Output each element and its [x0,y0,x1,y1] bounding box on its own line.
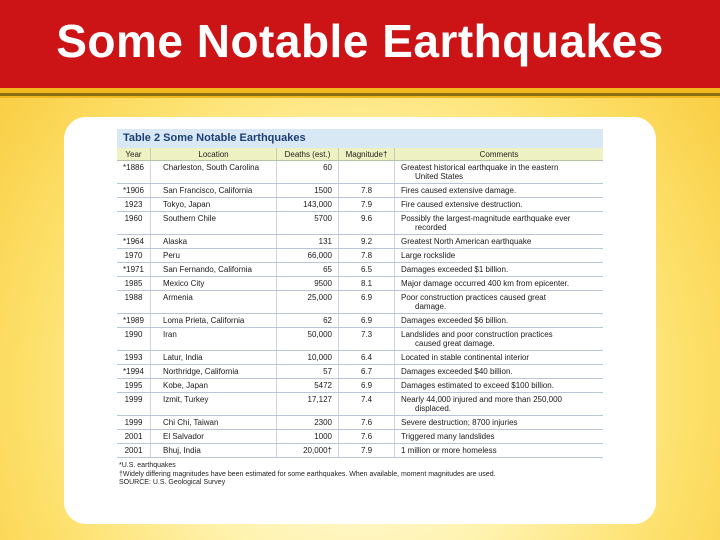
cell-magnitude: 9.2 [339,235,395,248]
comment-continuation: United States [415,172,464,181]
cell-year: 1960 [117,212,151,234]
cell-location: Izmit, Turkey [151,393,277,415]
comment-line: Damages estimated to exceed $100 billion. [401,381,554,390]
cell-magnitude: 7.6 [339,416,395,429]
cell-location: Peru [151,249,277,262]
cell-magnitude: 6.4 [339,351,395,364]
cell-year: 1988 [117,291,151,313]
cell-deaths: 62 [277,314,339,327]
comment-line: Located in stable continental interior [401,353,530,362]
cell-location: El Salvador [151,430,277,443]
cell-magnitude: 7.4 [339,393,395,415]
comment-line: Landslides and poor construction practices [401,330,553,339]
slide-title: Some Notable Earthquakes [56,15,664,67]
comment-line: 1 million or more homeless [401,446,497,455]
cell-comment [395,328,603,350]
cell-comment [395,277,603,290]
cell-magnitude: 9.6 [339,212,395,234]
comment-line: Fire caused extensive destruction. [401,200,523,209]
cell-magnitude: 8.1 [339,277,395,290]
cell-year: 1993 [117,351,151,364]
table-row [117,393,603,416]
cell-deaths: 65 [277,263,339,276]
cell-year: *1971 [117,263,151,276]
comment-line: Fires caused extensive damage. [401,186,517,195]
comment-line: Damages exceeded $6 billion. [401,316,509,325]
cell-year: 1999 [117,416,151,429]
cell-comment [395,393,603,415]
header-comments: Comments [479,150,519,159]
cell-deaths: 5700 [277,212,339,234]
table-row [117,263,603,277]
cell-comment [395,351,603,364]
cell-magnitude: 7.3 [339,328,395,350]
table-title [117,129,603,148]
cell-magnitude: 7.6 [339,430,395,443]
cell-magnitude [339,161,395,183]
comment-line: Damages exceeded $1 billion. [401,265,509,274]
table-row [117,235,603,249]
cell-deaths: 66,000 [277,249,339,262]
table-row [117,291,603,314]
table-row [117,184,603,198]
header-year: Year [117,148,151,160]
cell-location: Chi Chi, Taiwan [151,416,277,429]
cell-comment [395,365,603,378]
table-row [117,212,603,235]
cell-year: *1989 [117,314,151,327]
cell-magnitude: 7.9 [339,198,395,211]
cell-deaths: 5472 [277,379,339,392]
cell-location: San Francisco, California [151,184,277,197]
cell-location: Kobe, Japan [151,379,277,392]
cell-location: Latur, India [151,351,277,364]
earthquake-table [117,129,603,488]
table-row [117,328,603,351]
cell-year: 2001 [117,430,151,443]
table-footnotes [117,462,603,488]
cell-deaths: 17,127 [277,393,339,415]
footnote-magnitudes: †Widely differing magnitudes have been estimated for some earthquakes. When available, moment magnitudes are used. [119,470,496,478]
cell-location: Armenia [151,291,277,313]
cell-location: Loma Prieta, California [151,314,277,327]
table-row [117,379,603,393]
cell-magnitude: 7.8 [339,249,395,262]
cell-magnitude: 6.9 [339,291,395,313]
cell-deaths: 10,000 [277,351,339,364]
cell-magnitude: 6.9 [339,379,395,392]
cell-deaths: 25,000 [277,291,339,313]
comment-line: Nearly 44,000 injured and more than 250,000 [401,395,562,404]
cell-year: 1985 [117,277,151,290]
cell-comment [395,212,603,234]
comment-line: Greatest historical earthquake in the eastern [401,163,559,172]
table-row [117,198,603,212]
cell-deaths: 143,000 [277,198,339,211]
cell-year: 1970 [117,249,151,262]
cell-location: Northridge, California [151,365,277,378]
cell-year: 1923 [117,198,151,211]
comment-continuation: recorded [415,223,447,232]
comment-line: Damages exceeded $40 billion. [401,367,513,376]
comment-continuation: caused great damage. [415,339,495,348]
cell-deaths: 131 [277,235,339,248]
cell-comment [395,161,603,183]
table-header-row [117,148,603,161]
cell-year: 2001 [117,444,151,457]
cell-comment [395,249,603,262]
cell-deaths: 2300 [277,416,339,429]
table-row [117,430,603,444]
cell-comment [395,379,603,392]
cell-year: 1999 [117,393,151,415]
comment-line: Severe destruction; 8700 injuries [401,418,518,427]
cell-deaths: 60 [277,161,339,183]
cell-year: 1990 [117,328,151,350]
table-row [117,444,603,458]
table-row [117,314,603,328]
cell-magnitude: 6.5 [339,263,395,276]
footnote-source: SOURCE: U.S. Geological Survey [119,479,226,486]
cell-deaths: 1500 [277,184,339,197]
comment-line: Large rockslide [401,251,456,260]
cell-comment [395,198,603,211]
table-row [117,161,603,184]
cell-deaths: 9500 [277,277,339,290]
cell-comment [395,235,603,248]
cell-location: Mexico City [151,277,277,290]
comment-continuation: displaced. [415,404,452,413]
table-row [117,351,603,365]
title-stripe-lower [0,96,720,98]
cell-comment [395,314,603,327]
cell-year: 1995 [117,379,151,392]
cell-location: Charleston, South Carolina [151,161,277,183]
cell-year: *1994 [117,365,151,378]
footnote-us: *U.S. earthquakes [119,462,176,469]
cell-comment [395,184,603,197]
cell-location: Alaska [151,235,277,248]
comment-line: Greatest North American earthquake [401,237,532,246]
table-row [117,277,603,291]
title-bar [0,0,720,88]
table-title-text: Table 2 Some Notable Earthquakes [123,132,306,144]
cell-deaths: 50,000 [277,328,339,350]
comment-line: Major damage occurred 400 km from epicenter. [401,279,570,288]
cell-deaths: 57 [277,365,339,378]
cell-comment [395,444,603,457]
cell-location: Tokyo, Japan [151,198,277,211]
table-row [117,365,603,379]
cell-comment [395,430,603,443]
table-row [117,416,603,430]
header-deaths: Deaths (est.) [277,148,339,160]
cell-magnitude: 6.7 [339,365,395,378]
cell-location: Southern Chile [151,212,277,234]
cell-deaths: 20,000† [277,444,339,457]
cell-year: *1886 [117,161,151,183]
cell-location: Iran [151,328,277,350]
table-row [117,249,603,263]
cell-magnitude: 7.8 [339,184,395,197]
cell-location: San Fernando, California [151,263,277,276]
cell-year: *1906 [117,184,151,197]
cell-comment [395,416,603,429]
header-location: Location [151,148,277,160]
cell-deaths: 1000 [277,430,339,443]
comment-line: Poor construction practices caused great [401,293,546,302]
cell-year: *1964 [117,235,151,248]
cell-comment [395,291,603,313]
comment-line: Possibly the largest-magnitude earthquake ever [401,214,571,223]
cell-magnitude: 7.9 [339,444,395,457]
cell-comment [395,263,603,276]
header-magnitude: Magnitude† [339,148,395,160]
cell-location: Bhuj, India [151,444,277,457]
comment-continuation: damage. [415,302,447,311]
cell-magnitude: 6.9 [339,314,395,327]
comment-line: Triggered many landslides [401,432,495,441]
table-body [117,161,603,458]
